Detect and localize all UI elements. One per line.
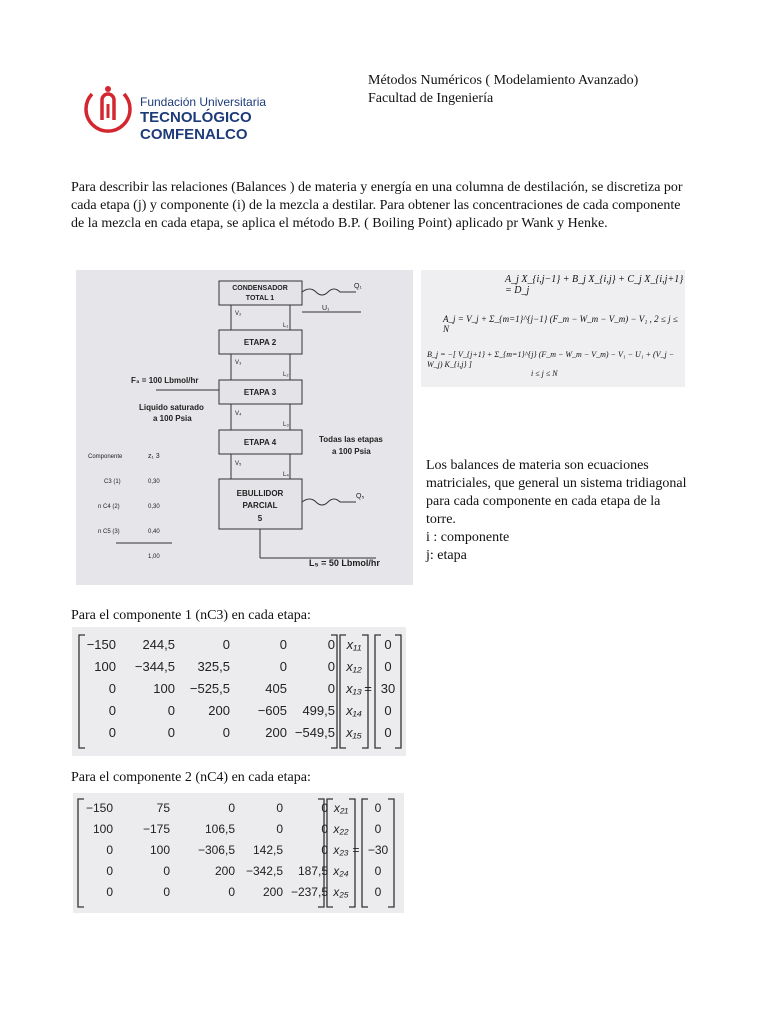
stream-v3: V₃ bbox=[235, 360, 242, 366]
rhs-vector-entry: 30 bbox=[380, 681, 396, 696]
matrix-cell: 0 bbox=[167, 703, 175, 718]
equations-image bbox=[421, 270, 685, 387]
matrix-cell: 100 bbox=[94, 659, 116, 674]
distillation-column-diagram bbox=[76, 270, 413, 585]
stage-condenser-line1: CONDENSADOR bbox=[232, 285, 288, 292]
matrix-cell: 75 bbox=[156, 801, 170, 815]
matrix-cell: 0 bbox=[327, 681, 335, 696]
table-row-3-value: 0,40 bbox=[148, 529, 160, 535]
equation-3: B_j = −[ V_{j+1} + Σ_{m=1}^{j} (F_m − W_m − V_m) − V₁ − U₁ + (V_j − W_j) K_{i,j} ] bbox=[427, 350, 675, 369]
stream-l3: L₃ bbox=[283, 422, 289, 428]
page-header bbox=[368, 72, 638, 108]
matrix-cell: 325,5 bbox=[197, 659, 230, 674]
matrix-cell: 0 bbox=[167, 725, 175, 740]
balances-description bbox=[426, 457, 691, 565]
unknown-vector-entry: x₂₁ bbox=[333, 801, 349, 815]
stage-condenser-line2: TOTAL 1 bbox=[245, 295, 275, 302]
matrix-cell: −549,5 bbox=[294, 725, 335, 740]
stage-reboiler-line3: 5 bbox=[257, 514, 263, 523]
equals-sign: = bbox=[364, 681, 372, 696]
matrix-cell: 0 bbox=[321, 843, 328, 857]
unknown-vector-entry: x₁₁ bbox=[346, 637, 362, 652]
stage-reboiler-line2: PARCIAL bbox=[242, 501, 278, 510]
unknown-vector-entry: x₂₄ bbox=[333, 864, 349, 878]
matrix-cell: −150 bbox=[85, 801, 113, 815]
logo-line-2: TECNOLÓGICO COMFENALCO bbox=[140, 109, 252, 143]
matrix-cell: −175 bbox=[142, 822, 170, 836]
rhs-vector-entry: 0 bbox=[374, 801, 382, 815]
stream-l4: L₄ bbox=[283, 472, 289, 478]
matrix-cell: 0 bbox=[163, 864, 170, 878]
matrix-cell: 0 bbox=[279, 659, 287, 674]
column-drawing bbox=[76, 270, 413, 585]
unknown-vector-entry: x₁₂ bbox=[346, 659, 362, 674]
heat-q5: Q₅ bbox=[356, 493, 365, 500]
matrix-cell: 499,5 bbox=[302, 703, 335, 718]
stream-l1: L₁ bbox=[283, 323, 289, 329]
j-definition: j: etapa bbox=[426, 548, 467, 563]
feed-desc-2: a 100 Psia bbox=[153, 414, 192, 423]
matrix-cell: −237,5 bbox=[290, 885, 328, 899]
matrix-cell: 142,5 bbox=[252, 843, 283, 857]
rhs-vector-entry: 0 bbox=[384, 637, 392, 652]
logo-line-1: Fundación Universitaria bbox=[140, 95, 267, 109]
table-row-1-value: 0,30 bbox=[148, 479, 160, 485]
matrix-cell: 200 bbox=[262, 885, 283, 899]
feed-label: F₃ = 100 Lbmol/hr bbox=[131, 376, 199, 385]
matrix-cell: 100 bbox=[153, 681, 175, 696]
matrix-cell: 405 bbox=[265, 681, 287, 696]
matrix-cell: 0 bbox=[276, 822, 283, 836]
matrix-cell: 187,5 bbox=[297, 864, 328, 878]
table-row-2-name: n C4 (2) bbox=[98, 504, 120, 510]
matrix-cell: 0 bbox=[228, 885, 235, 899]
matrix-cell: 0 bbox=[321, 801, 328, 815]
rhs-vector-entry: −30 bbox=[367, 843, 389, 857]
matrix-cell: 244,5 bbox=[142, 637, 175, 652]
matrix-cell: 0 bbox=[327, 637, 335, 652]
matrix-cell: −344,5 bbox=[134, 659, 175, 674]
course-title: Métodos Numéricos ( Modelamiento Avanzado) bbox=[368, 73, 639, 88]
matrix-cell: 0 bbox=[228, 801, 235, 815]
unknown-vector-entry: x₁₅ bbox=[346, 725, 362, 740]
matrix-cell: −605 bbox=[257, 703, 287, 718]
unknown-vector-entry: x₂₂ bbox=[333, 822, 349, 836]
matrix-cell: 0 bbox=[222, 725, 230, 740]
matrix-2-caption: Para el componente 2 (nC4) en cada etapa: bbox=[71, 770, 311, 785]
rhs-vector-entry: 0 bbox=[374, 885, 382, 899]
matrix-1 bbox=[72, 627, 406, 756]
matrix-cell: 106,5 bbox=[204, 822, 235, 836]
faculty-name: Facultad de Ingeniería bbox=[368, 91, 494, 106]
matrix-cell: 0 bbox=[106, 885, 113, 899]
stream-v4: V₄ bbox=[235, 411, 242, 417]
stage-3-label: ETAPA 3 bbox=[243, 388, 277, 397]
matrix-cell: −525,5 bbox=[189, 681, 230, 696]
rhs-vector-entry: 0 bbox=[384, 725, 392, 740]
table-row-3-name: n C5 (3) bbox=[98, 529, 120, 535]
matrix-cell: 0 bbox=[108, 703, 116, 718]
table-header-z: z₁ 3 bbox=[148, 453, 160, 460]
matrix-cell: 100 bbox=[92, 822, 113, 836]
matrix-cell: −150 bbox=[86, 637, 116, 652]
stream-v5: V₅ bbox=[235, 461, 242, 467]
matrix-cell: 0 bbox=[163, 885, 170, 899]
feed-desc-1: Liquido saturado bbox=[139, 403, 204, 412]
matrix-cell: 200 bbox=[214, 864, 235, 878]
logo-emblem-icon bbox=[80, 80, 136, 138]
equation-1: A_j X_{i,j−1} + B_j X_{i,j} + C_j X_{i,j+1} = D_j bbox=[505, 274, 684, 296]
matrix-1-caption: Para el componente 1 (nC3) en cada etapa: bbox=[71, 608, 311, 623]
equals-sign: = bbox=[352, 843, 360, 857]
stage-2-label: ETAPA 2 bbox=[243, 338, 277, 347]
matrix-cell: −342,5 bbox=[245, 864, 283, 878]
matrix-cell: 0 bbox=[108, 725, 116, 740]
rhs-vector-entry: 0 bbox=[384, 659, 392, 674]
table-row-1-name: C3 (1) bbox=[104, 479, 121, 485]
matrix-cell: 0 bbox=[222, 637, 230, 652]
unknown-vector-entry: x₂₃ bbox=[333, 843, 349, 857]
stream-u1: U₁ bbox=[322, 305, 330, 312]
balances-text: Los balances de materia son ecuaciones matriciales, que general un sistema tridiagonal para cada componente en cada etapa de la torre. bbox=[426, 458, 687, 527]
matrix-cell: −306,5 bbox=[197, 843, 235, 857]
matrix-cell: 0 bbox=[106, 864, 113, 878]
matrix-cell: 200 bbox=[208, 703, 230, 718]
intro-paragraph: Para describir las relaciones (Balances ) de materia y energía en una columna de destilación, se discretiza por cada etapa (j) y componente (i) de la mezcla a destilar. Para obtener las concentraciones de cada componente de la mezcla en cada etapa, se aplica el método B.P. ( Boiling Point) aplicado pr Wank y Henke. bbox=[71, 180, 683, 231]
university-logo bbox=[80, 80, 330, 143]
all-stages-1: Todas las etapas bbox=[319, 435, 383, 444]
unknown-vector-entry: x₂₅ bbox=[333, 885, 349, 899]
table-header-component: Componente bbox=[88, 454, 123, 460]
unknown-vector-entry: x₁₄ bbox=[346, 703, 362, 718]
equation-2: A_j = V_j + Σ_{m=1}^{j−1} (F_m − W_m − V_m) − V₁ , 2 ≤ j ≤ N bbox=[443, 314, 678, 334]
stream-l2: L₂ bbox=[283, 372, 289, 378]
i-definition: i : componente bbox=[426, 530, 510, 545]
table-total: 1,00 bbox=[148, 554, 160, 560]
equation-3-range: i ≤ j ≤ N bbox=[531, 369, 558, 378]
stream-v2: V₂ bbox=[235, 311, 242, 317]
all-stages-2: a 100 Psia bbox=[332, 447, 371, 456]
unknown-vector-entry: x₁₃ bbox=[346, 681, 362, 696]
heat-q1: Q₁ bbox=[354, 283, 362, 290]
rhs-vector-entry: 0 bbox=[374, 822, 382, 836]
rhs-vector-entry: 0 bbox=[384, 703, 392, 718]
matrix-cell: 0 bbox=[321, 822, 328, 836]
matrix-2 bbox=[73, 793, 404, 913]
matrix-cell: 0 bbox=[276, 801, 283, 815]
bottoms-label: L₅ = 50 Lbmol/hr bbox=[309, 558, 380, 568]
matrix-cell: 0 bbox=[327, 659, 335, 674]
matrix-cell: 200 bbox=[265, 725, 287, 740]
stage-reboiler-line1: EBULLIDOR bbox=[236, 489, 284, 498]
matrix-cell: 0 bbox=[106, 843, 113, 857]
matrix-cell: 0 bbox=[279, 637, 287, 652]
table-row-2-value: 0,30 bbox=[148, 504, 160, 510]
matrix-cell: 0 bbox=[108, 681, 116, 696]
matrix-cell: 100 bbox=[149, 843, 170, 857]
stage-4-label: ETAPA 4 bbox=[243, 438, 277, 447]
rhs-vector-entry: 0 bbox=[374, 864, 382, 878]
